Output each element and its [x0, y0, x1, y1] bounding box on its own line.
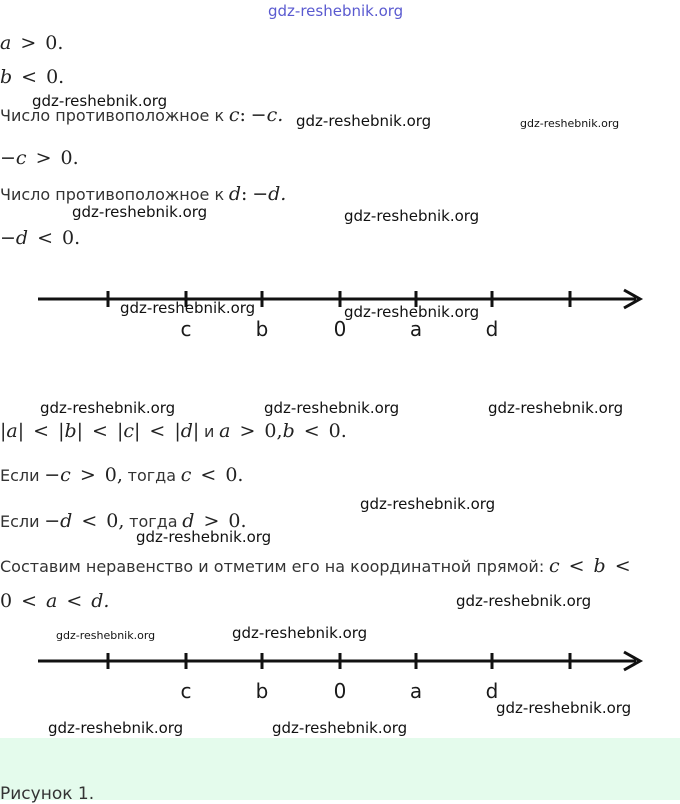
operator: <: [66, 590, 83, 612]
neg-d: −d: [44, 510, 73, 532]
var-d: d: [182, 510, 195, 532]
math-line-11: [0, 590, 109, 612]
value: 0.: [225, 464, 244, 486]
figure-caption: Рисунок 1.: [0, 784, 95, 804]
then-word: тогда: [129, 512, 178, 531]
separator: :: [241, 183, 248, 205]
watermark[interactable]: gdz-reshebnik.org: [40, 399, 176, 417]
value: 0: [0, 590, 13, 612]
watermark[interactable]: gdz-reshebnik.org: [48, 719, 184, 737]
statement-text: Число противоположное к: [0, 106, 225, 125]
watermark[interactable]: gdz-reshebnik.org: [496, 699, 632, 717]
value: 0.: [46, 66, 65, 88]
watermark[interactable]: gdz-reshebnik.org: [264, 399, 400, 417]
watermark[interactable]: gdz-reshebnik.org: [72, 203, 208, 221]
value: 0,: [104, 464, 123, 486]
label-c: c: [180, 317, 192, 341]
math-line-8: [0, 464, 243, 486]
abs-d: |d|: [174, 420, 200, 442]
abs-c: |c|: [116, 420, 141, 442]
watermark-top[interactable]: gdz-reshebnik.org: [268, 2, 404, 20]
neg-d: −d: [0, 227, 29, 249]
math-line-1: [0, 32, 63, 54]
abs-b: |b|: [58, 420, 84, 442]
value: 0.: [328, 420, 347, 442]
watermark[interactable]: gdz-reshebnik.org: [520, 117, 620, 130]
text-line-10: [0, 555, 640, 577]
var-a: a: [46, 590, 58, 612]
label-zero: 0: [333, 679, 347, 703]
operator: <: [81, 510, 98, 532]
operator: <: [149, 420, 166, 442]
operator: <: [200, 464, 217, 486]
label-c: c: [180, 679, 192, 703]
watermark[interactable]: gdz-reshebnik.org: [344, 207, 480, 225]
watermark[interactable]: gdz-reshebnik.org: [136, 528, 272, 546]
operator: <: [33, 420, 50, 442]
statement-text: Число противоположное к: [0, 185, 225, 204]
label-d: d: [485, 317, 499, 341]
if-word: Если: [0, 466, 40, 485]
label-a: a: [409, 317, 423, 341]
var-d: d: [228, 183, 242, 205]
conjunction: и: [204, 422, 215, 441]
var-b: b: [282, 420, 295, 442]
result: −c.: [250, 104, 284, 126]
number-line-2: [0, 644, 680, 704]
text-line-3: [0, 104, 283, 126]
label-a: a: [409, 679, 423, 703]
value: 0.: [228, 510, 247, 532]
var-a: a: [219, 420, 231, 442]
operator: <: [37, 227, 54, 249]
neg-c: −c: [0, 147, 27, 169]
watermark[interactable]: gdz-reshebnik.org: [360, 495, 496, 513]
label-d: d: [485, 679, 499, 703]
watermark[interactable]: gdz-reshebnik.org: [232, 624, 368, 642]
var-b: b: [0, 66, 13, 88]
operator: >: [79, 464, 96, 486]
value: 0.: [62, 227, 81, 249]
neg-c: −c: [44, 464, 71, 486]
watermark[interactable]: gdz-reshebnik.org: [488, 399, 624, 417]
operator: >: [239, 420, 256, 442]
value: 0,: [106, 510, 125, 532]
statement-text: Составим неравенство и отметим его на координатной прямой:: [0, 557, 545, 576]
value: 0.: [60, 147, 79, 169]
operator: >: [20, 32, 37, 54]
math-line-4: [0, 147, 79, 169]
watermark[interactable]: gdz-reshebnik.org: [120, 299, 256, 317]
var-c: c: [228, 104, 240, 126]
label-b: b: [255, 679, 269, 703]
label-zero: 0: [333, 317, 347, 341]
operator: >: [203, 510, 220, 532]
then-word: тогда: [127, 466, 177, 485]
watermark[interactable]: gdz-reshebnik.org: [344, 303, 480, 321]
result: −d.: [252, 183, 287, 205]
math-line-6: [0, 227, 80, 249]
operator: <: [21, 66, 38, 88]
if-word: Если: [0, 512, 40, 531]
var-c: c: [548, 555, 560, 577]
watermark[interactable]: gdz-reshebnik.org: [32, 92, 168, 110]
operator: <: [92, 420, 108, 442]
operator: <: [614, 555, 631, 577]
var-a: a: [0, 32, 12, 54]
math-line-2: [0, 66, 64, 88]
watermark[interactable]: gdz-reshebnik.org: [272, 719, 408, 737]
watermark[interactable]: gdz-reshebnik.org: [296, 112, 432, 130]
text-line-5: [0, 183, 286, 205]
operator: >: [35, 147, 52, 169]
operator: <: [303, 420, 320, 442]
operator: <: [21, 590, 38, 612]
var-b: b: [593, 555, 606, 577]
value: 0.: [45, 32, 64, 54]
number-line-1: [0, 282, 680, 342]
abs-a: |a|: [0, 420, 25, 442]
separator: :: [239, 104, 246, 126]
caption-band: [0, 738, 680, 800]
var-c: c: [180, 464, 192, 486]
math-line-7: [0, 420, 347, 442]
operator: <: [568, 555, 585, 577]
watermark[interactable]: gdz-reshebnik.org: [56, 629, 156, 642]
watermark[interactable]: gdz-reshebnik.org: [456, 592, 592, 610]
value: 0,: [264, 420, 283, 442]
label-b: b: [255, 317, 269, 341]
var-d: d.: [91, 590, 110, 612]
